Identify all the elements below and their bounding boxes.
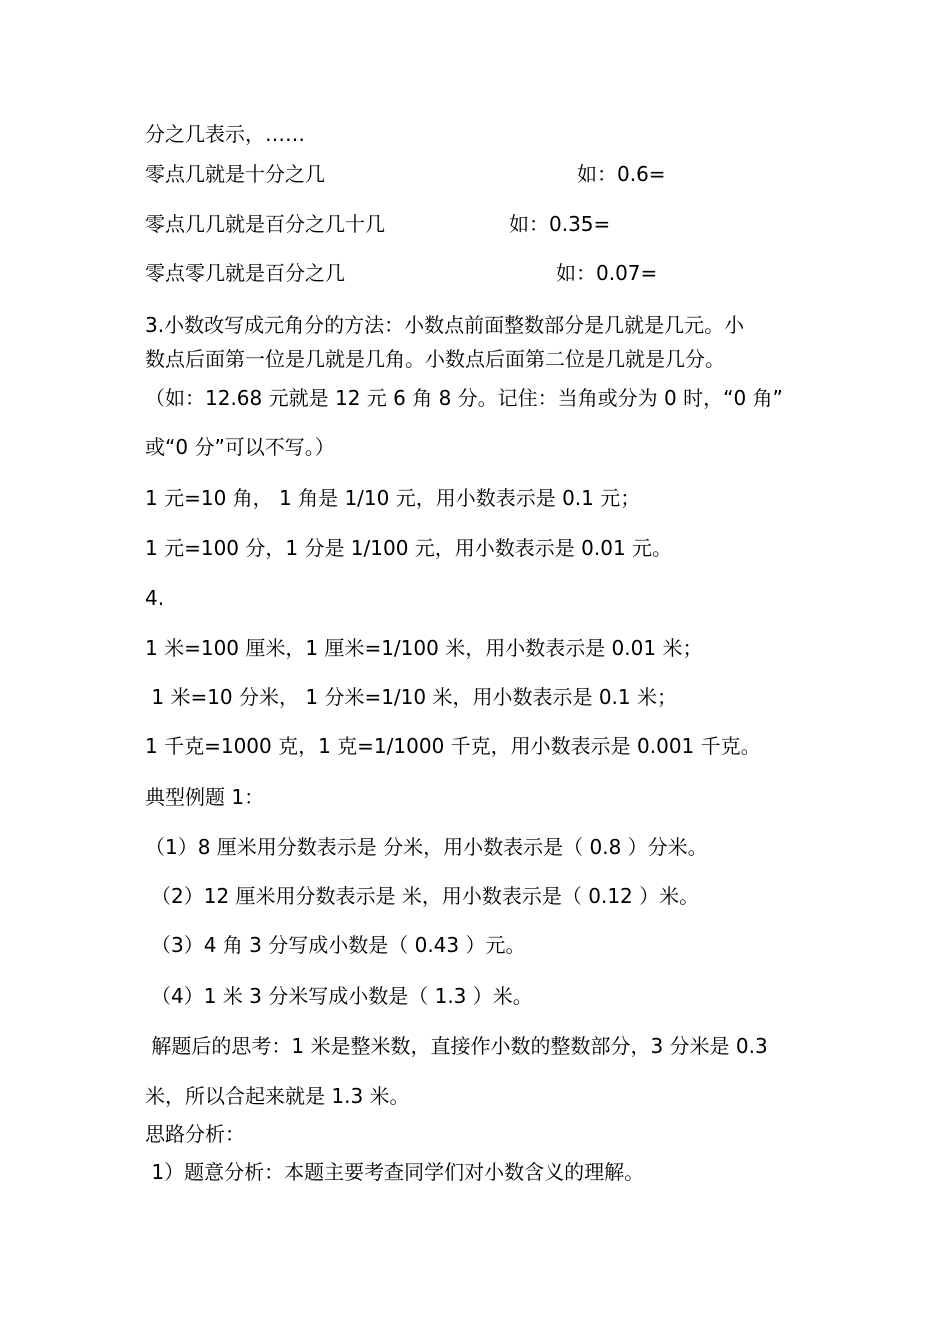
- equivalence-example: 如：0.35=: [509, 212, 611, 236]
- example-item: （4）1 米 3 分米写成小数是（ 1.3 ）米。: [151, 984, 533, 1008]
- equivalence-rule: 零点零几就是百分之几: [145, 261, 345, 285]
- method-3-line: （如：12.68 元就是 12 元 6 角 8 分。记住：当角或分为 0 时，“0 角”: [145, 386, 783, 410]
- example-item: （3）4 角 3 分写成小数是（ 0.43 ）元。: [151, 933, 526, 957]
- example-item: （1）8 厘米用分数表示是 分米，用小数表示是（ 0.8 ）分米。: [145, 835, 708, 859]
- example-title: 典型例题 1：: [145, 785, 265, 809]
- unit-line: 1 米=10 分米， 1 分米=1/10 米，用小数表示是 0.1 米；: [145, 685, 677, 709]
- equivalence-example: 如：0.07=: [556, 261, 658, 285]
- method-3-line: 或“0 分”可以不写。）: [145, 435, 335, 459]
- money-line: 1 元=10 角， 1 角是 1/10 元，用小数表示是 0.1 元；: [145, 486, 641, 510]
- equivalence-example: 如：0.6=: [577, 162, 666, 186]
- method-3-line: 3.小数改写成元角分的方法：小数点前面整数部分是几就是几元。小: [145, 313, 745, 337]
- money-line: 1 元=100 分，1 分是 1/100 元，用小数表示是 0.01 元。: [145, 536, 673, 560]
- example-item: （2）12 厘米用分数表示是 米，用小数表示是（ 0.12 ）米。: [151, 884, 700, 908]
- equivalence-rule: 零点几几就是百分之几十几: [145, 212, 385, 236]
- analysis-title: 思路分析：: [145, 1122, 245, 1146]
- unit-line: 1 千克=1000 克，1 克=1/1000 千克，用小数表示是 0.001 千克。: [145, 734, 761, 758]
- text-line: 分之几表示，……: [145, 122, 305, 146]
- equivalence-rule: 零点几就是十分之几: [145, 162, 325, 186]
- item-4-heading: 4.: [145, 586, 165, 610]
- analysis-item: 1）题意分析：本题主要考查同学们对小数含义的理解。: [145, 1160, 645, 1184]
- unit-line: 1 米=100 厘米，1 厘米=1/100 米，用小数表示是 0.01 米；: [145, 636, 703, 660]
- method-3-line: 数点后面第一位是几就是几角。小数点后面第二位是几就是几分。: [145, 347, 725, 371]
- reflection-line: 解题后的思考：1 米是整米数，直接作小数的整数部分，3 分米是 0.3: [145, 1034, 768, 1058]
- reflection-line: 米，所以合起来就是 1.3 米。: [145, 1084, 410, 1108]
